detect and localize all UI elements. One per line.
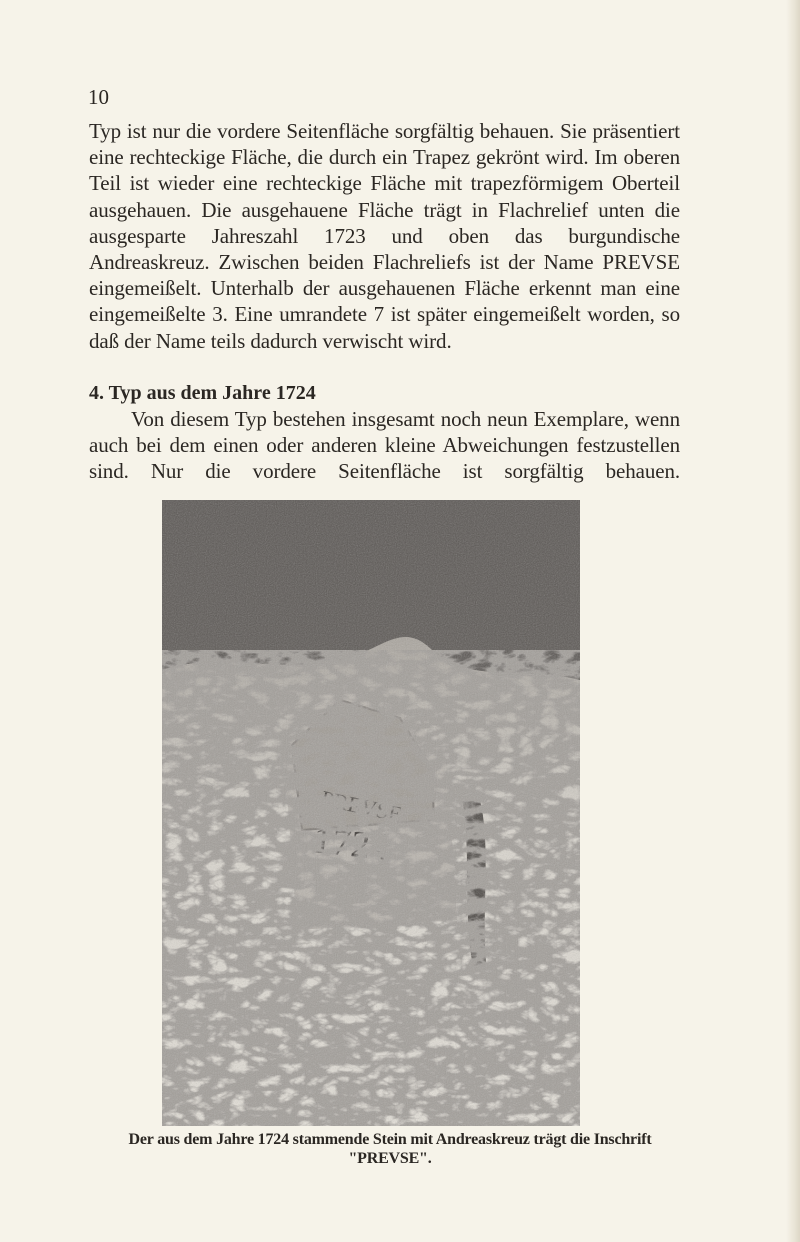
body-paragraph-continued [89,118,680,354]
paragraph-text: Typ ist nur die vordere Seitenfläche sorgfältig behauen. Sie präsentiert eine rechteckige Fläche, die durch ein Trapez gekrönt wird. Im oberen Teil ist wieder eine rechteckige Fläche mit trapezförmigem Oberteil ausgehauen. Die ausgehauene Fläche trägt in Flachrelief unten die ausgesparte Jahreszahl 1723 und oben das burgundische Andreaskreuz. Zwischen beiden Flachreliefs ist der Name PREVSE eingemeißelt. Unterhalb der ausgehauenen Fläche erkennt man eine eingemeißelte 3. Eine umrandete 7 ist später eingemeißelt worden, so daß der Name teils dadurch verwischt wird. [89,119,680,353]
caption-line-1: Der aus dem Jahre 1724 stammende Stein mit Andreaskreuz trägt die Inschrift [128,1131,652,1148]
section-paragraph [89,406,680,485]
boundary-stone-photo [162,500,580,1126]
page-edge-shadow [786,0,800,1242]
page-number: 10 [88,85,109,109]
caption-line-2: "PREVSE". [348,1150,432,1167]
section-heading: 4. Typ aus dem Jahre 1724 [89,382,316,404]
figure-caption [80,1130,700,1168]
paragraph-text: Von diesem Typ bestehen insgesamt noch neun Exemplare, wenn auch bei dem einen oder anderen kleine Abweichungen festzustellen sind. Nur die vordere Seitenfläche ist sorgfältig behauen. [89,407,680,484]
